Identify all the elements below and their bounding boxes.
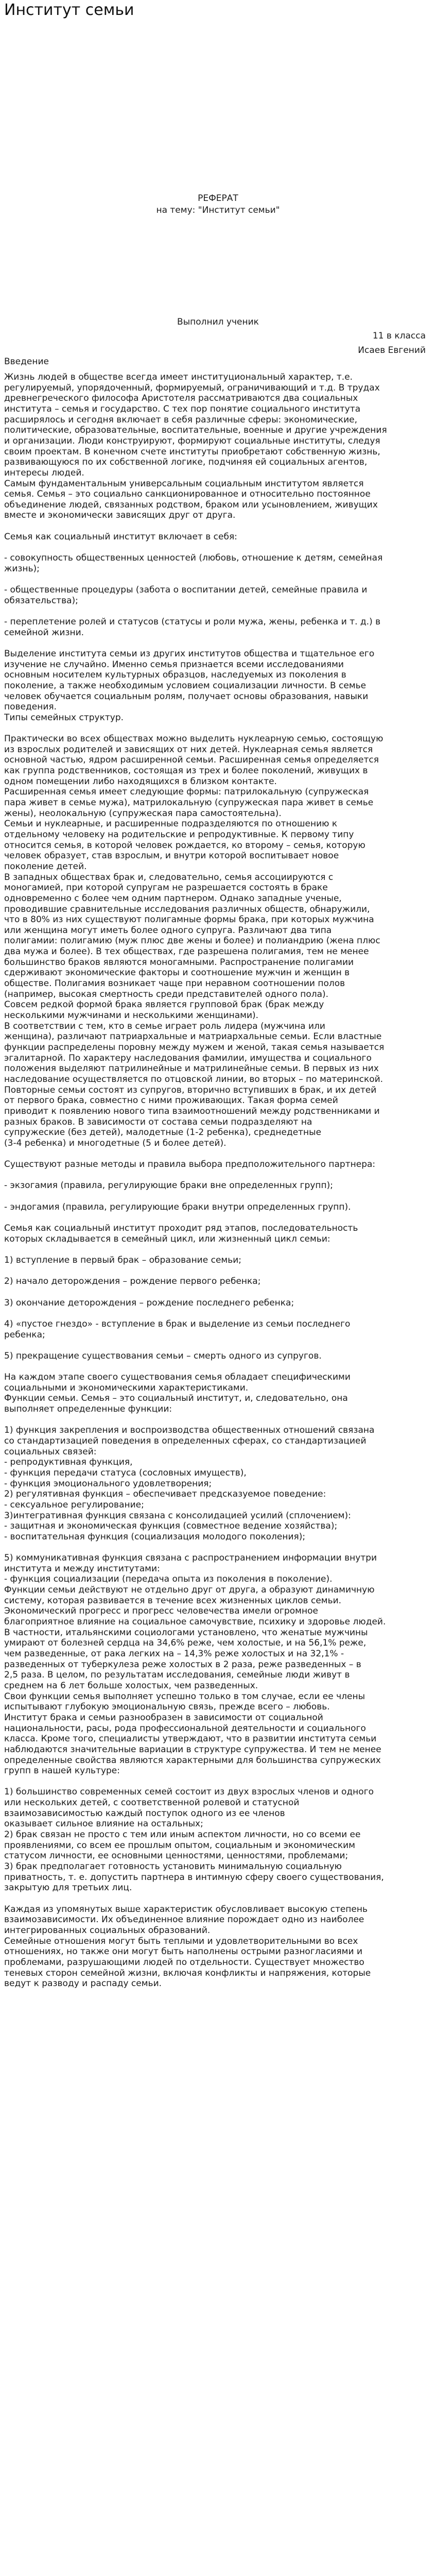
text-line: своим проектам. В конечном счете институты приобретают собственную жизнь, — [4, 446, 380, 457]
text-line: ребенка; — [4, 1329, 45, 1340]
text-line: - функция передачи статуса (сословных имуществ), — [4, 1467, 247, 1478]
text-line: человек образует, став взрослым, и внутри которой воспитывает новое — [4, 851, 339, 861]
text-line: взаимозависимостью каждый поступок одного из ее членов — [4, 1808, 285, 1819]
text-line: 3)интегративная функция связана с консолидацией усилий (сплочением): — [4, 1510, 351, 1521]
text-line: как группа родственников, состоящая из трех и более поколений, живущих в — [4, 766, 368, 776]
performer-label: Выполнил ученик — [177, 317, 259, 327]
cover-heading: РЕФЕРАТ — [198, 193, 238, 204]
text-line: - функция социализации (передача опыта из поколения в поколение). — [4, 1574, 333, 1585]
text-line: семья. Семья – это социально санкционированное и относительно постоянное — [4, 489, 371, 500]
text-line: Экономический прогресс и прогресс человечества имели огромное — [4, 1606, 318, 1617]
text-line: закрытую для третьих лиц. — [4, 1883, 132, 1893]
text-line: относится семья, в которой человек рождается, ко второму – семья, которую — [4, 840, 365, 851]
text-line: 1) функция закрепления и воспроизводства общественных отношений связана — [4, 1425, 375, 1436]
text-line: В соответствии с тем, кто в семье играет роль лидера (мужчина или — [4, 1021, 325, 1031]
text-line: из взрослых родителей и зависящих от них детей. Нуклеарная семья является — [4, 744, 373, 755]
text-line: Семьи и нуклеарные, и расширенные подразделяются по отношению к — [4, 819, 338, 829]
text-line: - сексуальное регулирование; — [4, 1499, 144, 1510]
text-line: (3-4 ребенка) и многодетные (5 и более детей). — [4, 1138, 226, 1148]
text-line: систему, которая развивается в течение всех жизненных циклов семьи. — [4, 1595, 342, 1606]
document-title: Институт семьи — [4, 1, 134, 19]
text-line: Практически во всех обществах можно выделить нуклеарную семью, состоящую — [4, 734, 383, 744]
text-line: пара живет в семье мужа), матрилокальную (супружеская пара живет в семье — [4, 798, 374, 808]
text-line: одном помещении либо находящихся в близком контакте. — [4, 776, 277, 787]
text-line: 1) вступление в первый брак – образование семьи; — [4, 1255, 242, 1265]
text-line: - эндогамия (правила, регулирующие браки внутри определенных групп). — [4, 1201, 351, 1212]
text-line: 3) брак предполагает готовность установить минимальную социальную — [4, 1861, 342, 1872]
text-line: интересы людей. — [4, 467, 84, 478]
text-line: основной частью, ядром расширенной семьи. Расширенная семья определяется — [4, 755, 379, 766]
text-line: умирают от болезней сердца на 34,6% реже, чем холостые, и на 56,1% реже, — [4, 1638, 367, 1649]
text-line: групп в нашей культуре: — [4, 1766, 120, 1776]
text-line: проводившие сравнительные исследования различных обществ, обнаружили, — [4, 904, 370, 914]
text-line: теневых сторон семейной жизни, включая конфликты и напряжения, которые — [4, 1968, 371, 1978]
text-line: Институт брака и семьи разнообразен в зависимости от социальной — [4, 1712, 323, 1723]
text-line: от первого брака, совместно с ними проживающих. Такая форма семей — [4, 1095, 338, 1106]
text-line: - защитная и экономическая функция (совместное ведение хозяйства); — [4, 1521, 338, 1532]
text-line: выполняет определенные функции: — [4, 1404, 172, 1415]
text-line: Функции семьи действуют не отдельно друг от друга, а образуют динамичную — [4, 1585, 375, 1596]
text-line: полигамии: полигамию (муж плюс две жены и более) и полиандрию (жена плюс — [4, 936, 380, 946]
text-line: 2) брак связан не просто с тем или иным аспектом личности, но со всеми ее — [4, 1829, 361, 1840]
text-line: жены), неолокальную (супружеская пара самостоятельна). — [4, 808, 282, 819]
text-line: два мужа и более). В тех обществах, где разрешена полигамия, тем не менее — [4, 946, 369, 957]
text-line: В частности, итальянскими социологами установлено, что женатые мужчины — [4, 1627, 368, 1638]
text-line: Самым фундаментальным универсальным социальным институтом является — [4, 478, 364, 489]
text-line: основным носителем культурных образцов, наследуемых из поколения в — [4, 670, 346, 681]
text-line: большинство браков являются моногамными. Распространение полигамии — [4, 957, 354, 968]
text-line: моногамией, при которой супругам не разрешается состоять в браке — [4, 883, 328, 893]
text-line: политические, образовательные, воспитательные, военные и другие учреждения — [4, 425, 387, 436]
text-line: среднем на 6 лет больше холостых, чем разведенных. — [4, 1680, 258, 1691]
text-line: одновременно с более чем одним партнером. Однако западные ученые, — [4, 893, 342, 904]
text-line: супружеские (без детей), малодетные (1-2 ребенка), среднедетные — [4, 1127, 322, 1138]
text-line: Каждая из упомянутых выше характеристик обусловливает высокую степень — [4, 1904, 368, 1914]
text-line: несколькими мужчинами и несколькими женщинами). — [4, 1010, 259, 1021]
text-line: - функция эмоционального удовлетворения; — [4, 1478, 212, 1489]
text-line: взаимозависимости. Их объединенное влияние порождает одно из наиболее — [4, 1914, 364, 1925]
text-line: 5) коммуникативная функция связана с распространением информации внутри — [4, 1553, 377, 1564]
text-line: 2) начало деторождения – рождение первого ребенка; — [4, 1276, 261, 1287]
text-line: проблемами, разрушающими людей по отдельности. Существует множество — [4, 1957, 364, 1968]
text-line: - репродуктивная функция, — [4, 1457, 133, 1468]
text-line: разных браков. В зависимости от состава семьи подразделяют на — [4, 1116, 312, 1127]
text-line: института – семья и государство. С тех пор понятие социального института — [4, 403, 361, 414]
text-line: обществе. Полигамия возникает чаще при неравном соотношении полов — [4, 978, 345, 989]
text-line: отдельному человеку на родительские и репродуктивные. К первому типу — [4, 829, 354, 840]
text-line: эгалитарной. По характеру наследования фамилии, имущества и социального — [4, 1053, 372, 1063]
text-line: семейной жизни. — [4, 627, 84, 638]
text-line: Функции семьи. Семья – это социальный институт, и, следовательно, она — [4, 1393, 348, 1404]
text-line: (например, высокая смертность среди представителей одного пола). — [4, 989, 329, 999]
text-line: и организации. Люди конструируют, формируют социальные институты, следуя — [4, 435, 380, 446]
text-line: 4) «пустое гнездо» - вступление в брак и выделение из семьи последнего — [4, 1318, 351, 1329]
text-line: Свои функции семья выполняет успешно только в том случае, если ее члены — [4, 1691, 365, 1702]
text-line: наблюдаются значительные вариации в структуре супружества. И тем не менее — [4, 1744, 381, 1755]
text-line: поколение детей. — [4, 861, 87, 872]
text-line: Выделение института семьи из других институтов общества и тщательное его — [4, 648, 375, 659]
text-line: 3) окончание деторождения – рождение последнего ребенка; — [4, 1297, 294, 1308]
cover-subtitle: на тему: "Институт семьи" — [156, 205, 280, 215]
text-line: института и между институтами: — [4, 1563, 160, 1574]
text-line: чем разведенные, от рака легких на – 14,3% реже холостых и на 32,1% - — [4, 1649, 344, 1659]
text-line: социальных связей: — [4, 1446, 97, 1457]
text-line: обязательства); — [4, 595, 78, 606]
text-line: древнегреческого философа Аристотеля рассматриваются два социальных — [4, 393, 358, 404]
text-line: вместе и экономически зависящих друг от друга. — [4, 510, 236, 521]
text-line: развивающуюся по их собственной логике, подчиняя ей социальных агентов, — [4, 457, 368, 468]
text-line: расширялось и сегодня включает в себя различные сферы: экономические, — [4, 414, 358, 425]
text-line: Существуют разные методы и правила выбора предположительного партнера: — [4, 1159, 376, 1170]
text-line: - воспитательная функция (социализация молодого поколения); — [4, 1531, 306, 1542]
text-line: сдерживают экономические факторы и соотношение мужчин и женщин в — [4, 968, 350, 978]
text-line: поколение, а также необходимым условием социализации личности. В семье — [4, 680, 367, 691]
text-line: - переплетение ролей и статусов (статусы и роли мужа, жены, ребенка и т. д.) в — [4, 616, 381, 627]
text-line: Совсем редкой формой брака является групповой брак (брак между — [4, 999, 324, 1010]
text-line: объединение людей, связанных родством, браком или усыновлением, живущих — [4, 499, 378, 510]
text-line: Расширенная семья имеет следующие формы: патрилокальную (супружеская — [4, 787, 369, 798]
text-line: разведенных от туберкулеза реже холостых в 2 раза, реже разведенных – в — [4, 1659, 361, 1670]
text-line: интегрированных социальных образований. — [4, 1925, 211, 1936]
text-line: - общественные процедуры (забота о воспитании детей, семейные правила и — [4, 585, 368, 595]
text-line: положения выделяют патрилинейные и матрилинейные семьи. В первых из них — [4, 1063, 379, 1074]
text-line: - экзогамия (правила, регулирующие браки вне определенных групп); — [4, 1180, 333, 1191]
text-line: или нескольких детей, с соответственной ролевой и статусной — [4, 1798, 300, 1808]
text-line: функции распределены поровну между мужем и женой, такая семья называется — [4, 1042, 385, 1053]
text-line: Семейные отношения могут быть теплыми и удовлетворительными во всех — [4, 1936, 358, 1946]
text-line: изучение не случайно. Именно семья признается всеми исследованиями — [4, 659, 344, 670]
text-line: статусом личности, ее основными ценностями, ценностями, проблемами; — [4, 1851, 348, 1861]
text-line: определенные свойства являются характерными для большинства супружеских — [4, 1755, 381, 1766]
text-line: Семья как социальный институт проходит ряд этапов, последовательность — [4, 1223, 358, 1233]
text-line: Повторные семьи состоят из супругов, вторично вступивших в брак, и их детей — [4, 1084, 377, 1095]
text-line: Типы семейных структур. — [4, 712, 124, 723]
text-line: со стандартизацией поведения в определенных сферах, со стандартизацией — [4, 1436, 367, 1446]
text-line: человек обучается социальным ролям, получает основы образования, навыки — [4, 691, 369, 702]
text-line: благоприятное влияние на социальное самочувствие, психику и здоровье людей. — [4, 1617, 386, 1628]
text-line: жизнь); — [4, 563, 40, 574]
text-line: оказывает сильное влияние на остальных; — [4, 1819, 203, 1829]
text-line: 2,5 раза. В целом, по результатам исследования, семейные люди живут в — [4, 1670, 350, 1681]
text-line: женщина), различают патриархальные и матриархальные семьи. Если властные — [4, 1031, 382, 1042]
intro-heading: Введение — [4, 357, 49, 367]
text-line: регулируемый, упорядоченный, формируемый, ограничивающий и т.д. В трудах — [4, 382, 380, 393]
text-line: На каждом этапе своего существования семья обладает специфическими — [4, 1372, 351, 1383]
text-line: класса. Кроме того, специалисты утверждают, что в развитии института семьи — [4, 1734, 377, 1744]
author-name: Исаев Евгений — [358, 345, 426, 355]
text-line: поведения. — [4, 702, 57, 713]
text-line: что в 80% из них существуют полигамные формы брака, при которых мужчина — [4, 914, 374, 925]
text-line: отношениях, но также они могут быть наполнены острыми разногласиями и — [4, 1946, 362, 1957]
text-line: В западных обществах брак и, следовательно, семья ассоциируются с — [4, 872, 334, 883]
text-line: 2) регулятивная функция – обеспечивает предсказуемое поведение: — [4, 1489, 326, 1500]
text-line: Семья как социальный институт включает в себя: — [4, 531, 237, 542]
grade-label: 11 в класса — [372, 331, 426, 341]
text-line: ведут к разводу и распаду семьи. — [4, 1978, 162, 1989]
text-line: или женщина могут иметь более одного супруга. Различают два типа — [4, 925, 332, 936]
text-line: испытывают глубокую эмоциональную связь, прежде всего – любовь. — [4, 1702, 330, 1713]
text-line: приводит к появлению нового типа взаимоотношений между родственниками и — [4, 1106, 380, 1116]
text-line: 5) прекращение существования семьи – смерть одного из супругов. — [4, 1350, 322, 1361]
text-line: наследование осуществляется по отцовской линии, во вторых – по материнской. — [4, 1074, 383, 1084]
text-line: социальными и экономическими характеристиками. — [4, 1382, 249, 1393]
text-line: 1) большинство современных семей состоит из двух взрослых членов и одного — [4, 1787, 374, 1798]
text-line: Жизнь людей в обществе всегда имеет институциональный характер, т.е. — [4, 372, 353, 382]
text-line: - совокупность общественных ценностей (любовь, отношение к детям, семейная — [4, 553, 383, 564]
text-line: которых складывается в семейный цикл, или жизненный цикл семьи: — [4, 1233, 330, 1244]
text-line: проявлениями, со всем ее прошлым опытом, социальным и экономическим — [4, 1840, 355, 1851]
text-line: национальности, расы, рода профессиональной деятельности и социального — [4, 1723, 366, 1734]
text-line: приватность, т. е. допустить партнера в интимную сферу своего существования, — [4, 1872, 384, 1883]
